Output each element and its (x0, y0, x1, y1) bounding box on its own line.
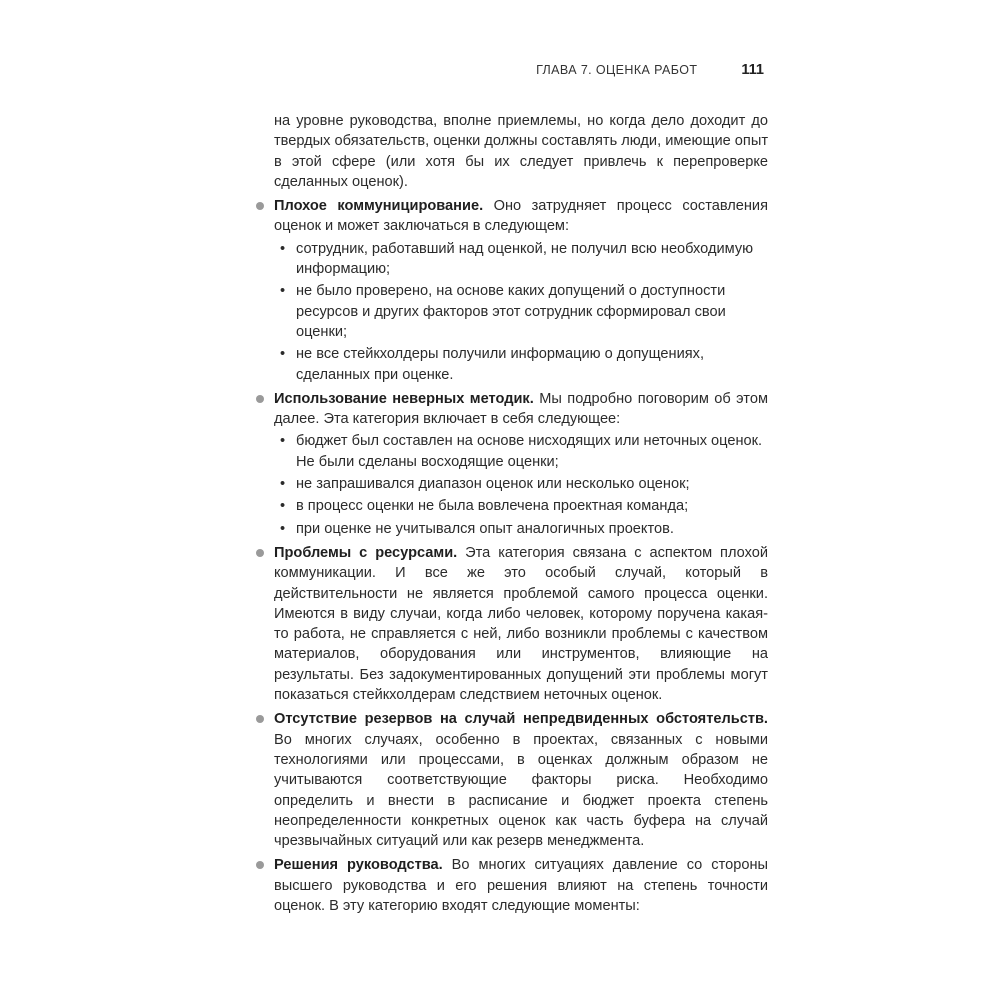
bullet-icon (256, 715, 264, 723)
list-item-title: Проблемы с ресурсами. (274, 544, 458, 561)
chapter-title: ГЛАВА 7. ОЦЕНКА РАБОТ (536, 63, 698, 77)
bullet-icon (256, 861, 264, 869)
sublist-item (274, 431, 768, 472)
list-item-resource-problems (256, 543, 768, 705)
page-body (256, 111, 768, 916)
list-item-poor-communication (256, 196, 768, 385)
sublist (274, 431, 768, 538)
bullet-icon (256, 395, 264, 403)
list-item-text (274, 855, 768, 916)
list-item-body: Эта категория связана с аспектом плохой коммуникации. И все же это особый случай, который в действительности не является проблемой самого процесса оценки. Имеются в виду случаи, когда либо человек, которому поручена какая-то работа, не справляется с ней, либо возникли проблемы с качеством материалов, оборудования или инструментов, влияющие на результаты. Без задокументированных допущений эти проблемы могут показаться стейкхолдерам следствием неточных оценок. (274, 544, 768, 704)
sublist-item-text: не было проверено, на основе каких допущений о доступности ресурсов и других факторов этот сотрудник сформировал свои оценки; (296, 283, 726, 340)
list-item-body: Оно затрудняет процесс составления оценок и может заключаться в следующем: (274, 198, 768, 235)
bullet-icon (256, 202, 264, 210)
list-item-title: Решения руководства. (274, 857, 443, 874)
list-item-title: Плохое коммуницирование. (274, 198, 484, 215)
sublist-item (274, 519, 768, 539)
list-item-body: Во многих ситуациях давление со стороны высшего руководства и его решения влияют на степень точности оценок. В эту категорию входят следующие моменты: (274, 857, 768, 914)
list-item-body: Мы подробно поговорим об этом далее. Эта категория включает в себя следующее: (274, 390, 768, 428)
dot-icon: • (280, 520, 286, 537)
sublist-item (274, 474, 768, 494)
intro-paragraph: на уровне руководства, вполне приемлемы, но когда дело доходит до твердых обязательств, оценки должны составлять люди, имеющие опыт в этой сфере (или хотя бы их следует привлечь к перепроверке сделанных оценок). (274, 113, 768, 190)
list-item-text (274, 543, 768, 705)
list-item-no-contingency (256, 709, 768, 851)
sublist-item-text: сотрудник, работавший над оценкой, не получил всю необходимую информацию; (296, 240, 754, 278)
sublist-item-text: в процесс оценки не была вовлечена проектная команда; (296, 498, 689, 515)
sublist-item-text: не все стейкхолдеры получили информацию о допущениях, сделанных при оценке. (296, 346, 705, 383)
bullet-icon (256, 549, 264, 557)
dot-icon: • (280, 240, 286, 257)
sublist-item (274, 281, 768, 342)
dot-icon: • (280, 433, 286, 450)
dot-icon: • (280, 346, 286, 363)
sublist-item (274, 496, 768, 516)
sublist-item (274, 344, 768, 385)
list-item-text (274, 196, 768, 237)
sublist-item (274, 239, 768, 280)
sublist (274, 239, 768, 385)
list-item-title: Отсутствие резервов на случай непредвиденных обстоятельств. (274, 711, 768, 728)
dot-icon: • (280, 476, 286, 493)
sublist-item-text: при оценке не учитывался опыт аналогичных проектов. (296, 520, 674, 537)
list-item-management-decisions (256, 855, 768, 916)
list-item-text (274, 389, 768, 430)
running-head (536, 62, 764, 78)
dot-icon: • (280, 498, 286, 515)
sublist-item-text: не запрашивался диапазон оценок или несколько оценок; (296, 476, 690, 493)
dot-icon: • (280, 283, 286, 300)
list-item-wrong-methods (256, 389, 768, 539)
list-item-title: Использование неверных методик. (274, 390, 534, 407)
sublist-item-text: бюджет был составлен на основе нисходящих или неточных оценок. Не были сделаны восходящие оценки; (296, 433, 763, 470)
list-item-text (274, 709, 768, 851)
list-item-body: Во многих случаях, особенно в проектах, связанных с новыми технологиями или процессами, в оценках должным образом не учитываются соответствующие факторы риска. Необходимо определить и внести в расписание и бюджет проекта степень неопределенности конкретных оценок как часть буфера на случай чрезвычайных ситуаций или как резерв менеджмента. (274, 731, 768, 850)
page-number: 111 (741, 62, 764, 78)
